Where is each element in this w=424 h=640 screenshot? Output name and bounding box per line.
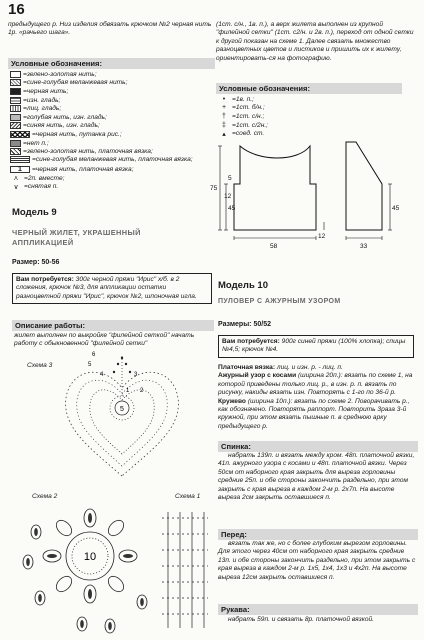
model9-description: жилет выполнен по выкройке "филейной сеткой" начать работу с обыкновенной "филейной сетки" xyxy=(14,332,195,348)
swatch-icon xyxy=(10,71,21,78)
legend-item: =синяя нить, изн. гладь; xyxy=(10,122,215,131)
right-intro-text: (1ст. с/н., 1в. п.), а верх жилета выполнен из крупной "филейной сетки" (1ст. с2/н. и 2в. п.), переход от одной сетки к другой показан на схеме 1. Далее связать множество разноцветных цветов и листиков и пришить их к жилету, ориентировать-ся на фотографию. xyxy=(216,21,414,62)
slip-stitch-icon: ▴ xyxy=(222,130,226,138)
legend-item: + =1ст. б/н.; xyxy=(218,104,368,113)
swatch-icon xyxy=(10,97,21,104)
legend-item: • =1в. п.; xyxy=(218,95,368,104)
model9-materials: Вам потребуется: 300г черной пряжи "Ирис" х/б. в 2 сложения, крючок №3, для аппликации остатки разноцветной пряжи "Ирис", крючок №2, шпоночная игла. xyxy=(12,273,212,304)
model9-description-label: Описание работы: xyxy=(12,320,214,331)
slipped-stitch-icon: ∨ xyxy=(13,183,19,191)
sleeve-text: набрать 59п. и связать 8р. платочной вязкой. xyxy=(228,616,374,623)
legend-item: =лиц. гладь; xyxy=(10,104,215,113)
dim-5: 5 xyxy=(228,175,232,182)
legend-item: =черная нить; xyxy=(10,87,215,96)
model9-subtitle-1: ЧЕРНЫЙ ЖИЛЕТ, УКРАШЕННЫЙ xyxy=(12,228,141,237)
swatch-icon xyxy=(10,105,21,112)
model9-subtitle-2: АППЛИКАЦИЕЙ xyxy=(12,238,74,247)
sleeve-label: Рукава: xyxy=(218,604,418,615)
legend-item: ▴ =соед. ст. xyxy=(218,129,368,138)
swatch-icon xyxy=(10,88,21,95)
garment-pattern-diagram xyxy=(206,138,420,258)
dim-12-right: 12 xyxy=(318,233,326,240)
legend-item: =сине-голубая меланжевая нить, платочная вязка; xyxy=(10,156,215,164)
legend-item: ⋏ =2п. вместе; xyxy=(10,174,215,183)
scheme3-diagram xyxy=(30,348,214,480)
legend-item: =голубая нить, изн. гладь; xyxy=(10,113,215,122)
scheme2-diagram xyxy=(10,498,160,638)
page-number: 16 xyxy=(8,1,25,18)
model10-title: Модель 10 xyxy=(218,280,268,291)
model10-subtitle: ПУЛОВЕР С АЖУРНЫМ УЗОРОМ xyxy=(218,298,341,305)
dim-12-left: 12 xyxy=(224,193,232,200)
legend-item: =нет п.; xyxy=(10,139,215,148)
scheme2-label: Схема 2 xyxy=(32,493,58,500)
model10-materials: Вам потребуется: 900г синей пряжи (100% хлопка); спицы №4,5; крючок №4. xyxy=(218,335,414,358)
swatch-icon xyxy=(10,131,30,138)
legend-item: =черная нить, путанка рис.; xyxy=(10,130,215,139)
legend-item: ‡ =1ст. с/2н.; xyxy=(218,121,368,130)
model9-size: Размер: 50-56 xyxy=(12,259,60,266)
back-label: Спинка: xyxy=(218,441,418,452)
swatch-icon xyxy=(10,148,21,155)
scheme1-label: Схема 1 xyxy=(175,493,201,500)
swatch-icon xyxy=(10,140,21,147)
dim-45-right: 45 xyxy=(392,205,400,212)
chain-stitch-icon: • xyxy=(222,95,226,103)
row-number-3: 3 xyxy=(134,372,138,378)
row-number-6: 6 xyxy=(92,352,96,358)
row-number-2: 2 xyxy=(140,388,144,394)
treble-crochet-icon: ‡ xyxy=(222,121,226,129)
front-label: Перед: xyxy=(218,529,418,540)
dim-33: 33 xyxy=(360,243,368,250)
scheme1-diagram xyxy=(158,504,212,634)
legend-item: 1 =черная нить, платочная вязка; xyxy=(10,165,215,174)
legend-right-title: Условные обозначения: xyxy=(216,83,402,94)
model10-stitches: Платочная вязка: лиц. и изн. р. - лиц. п. Ажурный узор с косами (ширина 20п.): вязать по схеме 1, на которой приведены только лиц. р., в изн. р. п. вязать по рисунку, накиды вязать изн. Повторять с 1-го по 36-й р. Кружево (ширина 10п.): вязать по схеме 2. Поворачивать р., как обозначено. Повторять раппорт. Повторить 3раза 3-й кружной, при этом вязать пышные п. в среднюю арку предыдущего р. xyxy=(218,364,413,430)
intro-text: предыдущего р. Низ изделия обвязать крючком №2 черная нить 1р. «рачьего шага». xyxy=(8,21,212,37)
back-text: набрать 139п. и вязать между кром. 48п. платочной вязки, 41п. ажурного узора с косами и 48п. платочной вязки. Через 50см от наборного края закрыть для выреза горловины средние 25п. и обе стороны закончить раздельно, при этом закрыть с края выреза в каждом 2-м р. 2х7п. На высоте выреза 2см закрыть оставшиеся п. xyxy=(218,452,415,502)
scheme3-label: Схема 3 xyxy=(27,362,53,369)
legend-item: =сине-голубая меланжевая нить; xyxy=(10,79,215,88)
box-number: 1 xyxy=(10,166,30,173)
model10-size: Размеры: 50/52 xyxy=(218,321,271,328)
legend-right xyxy=(218,95,368,138)
model9-title: Модель 9 xyxy=(12,207,57,218)
dim-45-left: 45 xyxy=(228,205,236,212)
legend-item: =изн. гладь; xyxy=(10,96,215,105)
swatch-icon xyxy=(10,156,30,163)
legend-item: ∨ =снятая п. xyxy=(10,183,215,192)
front-text: вязать так же, но с более глубоким вырезом горловины. Для этого через 40см от наборного края закрыть средние 13п. и обе стороны закончить раздельно, при этом закрыть с края выреза в каждом 2-м р. 1х5, 1х4, 1х3 и 4х2п. На высоте выреза 12см закрыть оставшиеся п. xyxy=(218,540,416,581)
legend-left-title: Условные обозначения: xyxy=(8,58,215,69)
double-crochet-icon: † xyxy=(222,112,226,120)
ring-10-label: 10 xyxy=(83,551,97,563)
legend-left xyxy=(10,70,215,191)
single-crochet-icon: + xyxy=(221,104,227,112)
dim-58: 58 xyxy=(270,243,278,250)
row-number-5: 5 xyxy=(88,362,92,368)
row-number-1: 1 xyxy=(126,388,130,394)
swatch-icon xyxy=(10,122,21,129)
legend-item: =зелено-золотая нить, платочная вязка; xyxy=(10,147,215,156)
row-number-4: 4 xyxy=(100,372,104,378)
swatch-icon xyxy=(10,114,21,121)
two-together-icon: ⋏ xyxy=(13,175,19,183)
ring-5-label: 5 xyxy=(120,406,124,413)
legend-item: † =1ст. с/н.; xyxy=(218,112,368,121)
swatch-icon xyxy=(10,79,21,86)
legend-item: =зелено-золотая нить; xyxy=(10,70,215,79)
dim-75: 75 xyxy=(210,185,218,192)
